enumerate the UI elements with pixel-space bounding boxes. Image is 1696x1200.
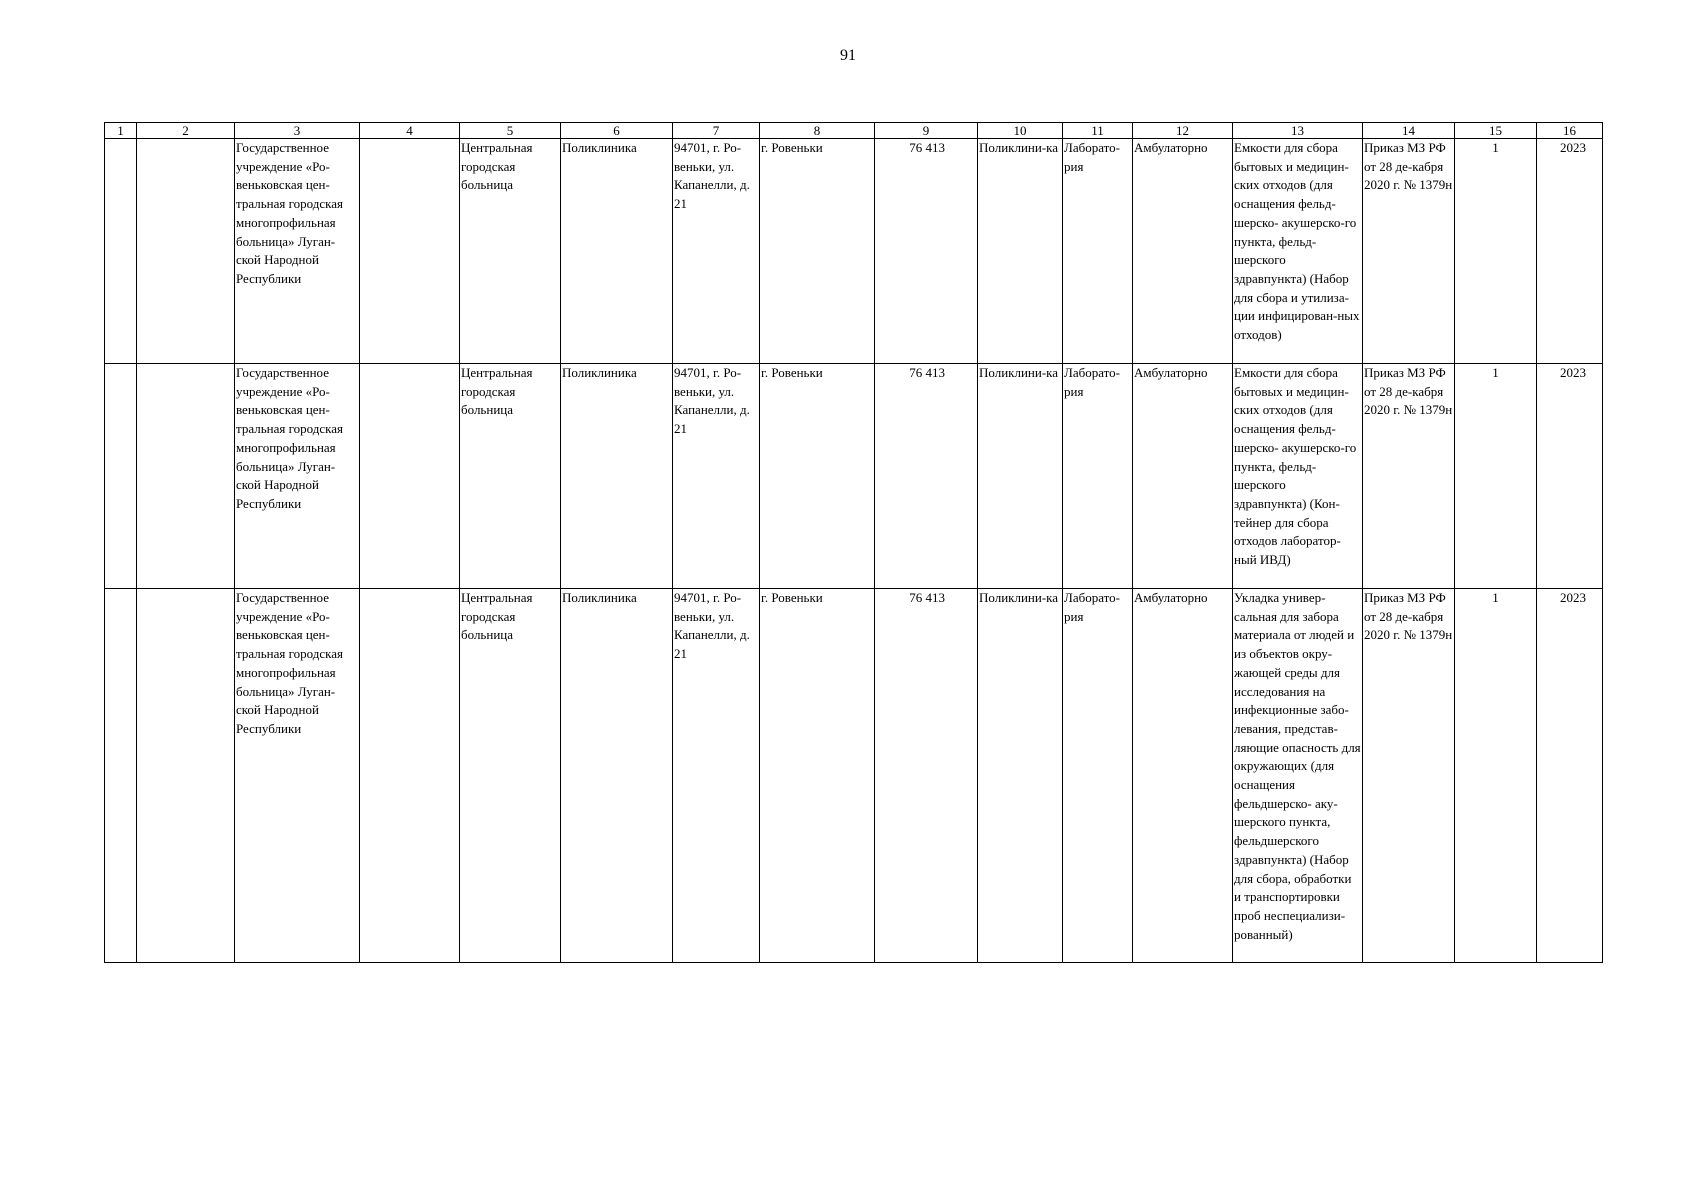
cell-equipment: Емкости для сбора бытовых и медицин-ских отходов (для оснащения фельд-шерско- акушерско-го пункта, фельд-шерского здравпункта) (Кон-тейнер для сбора отходов лаборатор-ный ИВД) xyxy=(1233,364,1363,589)
cell-institution: Государственное учреждение «Ро-веньковская цен-тральная городская многопрофильная больница» Луган-ской Народной Республики xyxy=(235,364,360,589)
cell-address: 94701, г. Ро-веньки, ул. Капанелли, д. 21 xyxy=(673,364,760,589)
cell-equipment: Емкости для сбора бытовых и медицин-ских отходов (для оснащения фельд-шерско- акушерско-го пункта, фельд-шерского здравпункта) (Набор для сбора и утилиза-ции инфицирован-ных отходов) xyxy=(1233,139,1363,364)
cell-city: г. Ровеньки xyxy=(760,139,875,364)
column-header: 13 xyxy=(1233,123,1363,139)
cell-institution: Государственное учреждение «Ро-веньковская цен-тральная городская многопрофильная больница» Луган-ской Народной Республики xyxy=(235,139,360,364)
cell-address: 94701, г. Ро-веньки, ул. Капанелли, д. 21 xyxy=(673,139,760,364)
column-header: 5 xyxy=(460,123,561,139)
cell-department: Поликлини-ка xyxy=(978,364,1063,589)
column-number-row xyxy=(105,123,1603,139)
cell-unit: Поликлиника xyxy=(561,364,673,589)
cell-facility-type: Центральная городская больница xyxy=(460,139,561,364)
column-header: 12 xyxy=(1133,123,1233,139)
cell-unit: Поликлиника xyxy=(561,589,673,963)
cell-unit: Поликлиника xyxy=(561,139,673,364)
cell-address: 94701, г. Ро-веньки, ул. Капанелли, д. 21 xyxy=(673,589,760,963)
column-header: 1 xyxy=(105,123,137,139)
cell-equipment: Укладка универ-сальная для забора материала от людей и из объектов окру-жающей среды для исследования на инфекционные забо-левания, представ-ляющие опасность для окружающих (для оснащения фельдшерско- аку-шерского пункта, фельдшерского здравпункта) (Набор для сбора, обработки и транспортировки проб неспециализи-рованный) xyxy=(1233,589,1363,963)
table-row xyxy=(105,589,1603,963)
cell-code xyxy=(137,139,235,364)
cell-col4 xyxy=(360,589,460,963)
cell-subdivision: Лаборато-рия xyxy=(1063,589,1133,963)
cell-care-form: Амбулаторно xyxy=(1133,139,1233,364)
column-header: 9 xyxy=(875,123,978,139)
cell-facility-type: Центральная городская больница xyxy=(460,364,561,589)
table-row xyxy=(105,139,1603,364)
equipment-table xyxy=(104,122,1603,963)
column-header: 3 xyxy=(235,123,360,139)
cell-index xyxy=(105,364,137,589)
cell-year: 2023 xyxy=(1537,364,1603,589)
cell-order: Приказ МЗ РФ от 28 де-кабря 2020 г. № 1379н xyxy=(1363,364,1455,589)
table-row xyxy=(105,364,1603,589)
column-header: 15 xyxy=(1455,123,1537,139)
cell-quantity: 1 xyxy=(1455,139,1537,364)
cell-care-form: Амбулаторно xyxy=(1133,364,1233,589)
column-header: 16 xyxy=(1537,123,1603,139)
cell-code xyxy=(137,589,235,963)
cell-quantity: 1 xyxy=(1455,589,1537,963)
cell-order: Приказ МЗ РФ от 28 де-кабря 2020 г. № 1379н xyxy=(1363,139,1455,364)
cell-population: 76 413 xyxy=(875,589,978,963)
cell-order: Приказ МЗ РФ от 28 де-кабря 2020 г. № 1379н xyxy=(1363,589,1455,963)
column-header: 10 xyxy=(978,123,1063,139)
column-header: 6 xyxy=(561,123,673,139)
cell-facility-type: Центральная городская больница xyxy=(460,589,561,963)
cell-care-form: Амбулаторно xyxy=(1133,589,1233,963)
cell-year: 2023 xyxy=(1537,139,1603,364)
cell-department: Поликлини-ка xyxy=(978,589,1063,963)
cell-city: г. Ровеньки xyxy=(760,589,875,963)
cell-code xyxy=(137,364,235,589)
cell-population: 76 413 xyxy=(875,364,978,589)
cell-subdivision: Лаборато-рия xyxy=(1063,364,1133,589)
column-header: 7 xyxy=(673,123,760,139)
column-header: 8 xyxy=(760,123,875,139)
cell-year: 2023 xyxy=(1537,589,1603,963)
cell-index xyxy=(105,589,137,963)
column-header: 11 xyxy=(1063,123,1133,139)
column-header: 14 xyxy=(1363,123,1455,139)
column-header: 2 xyxy=(137,123,235,139)
cell-col4 xyxy=(360,139,460,364)
cell-department: Поликлини-ка xyxy=(978,139,1063,364)
cell-index xyxy=(105,139,137,364)
cell-quantity: 1 xyxy=(1455,364,1537,589)
cell-subdivision: Лаборато-рия xyxy=(1063,139,1133,364)
cell-institution: Государственное учреждение «Ро-веньковская цен-тральная городская многопрофильная больница» Луган-ской Народной Республики xyxy=(235,589,360,963)
cell-city: г. Ровеньки xyxy=(760,364,875,589)
cell-col4 xyxy=(360,364,460,589)
cell-population: 76 413 xyxy=(875,139,978,364)
page-number: 91 xyxy=(840,47,856,64)
column-header: 4 xyxy=(360,123,460,139)
